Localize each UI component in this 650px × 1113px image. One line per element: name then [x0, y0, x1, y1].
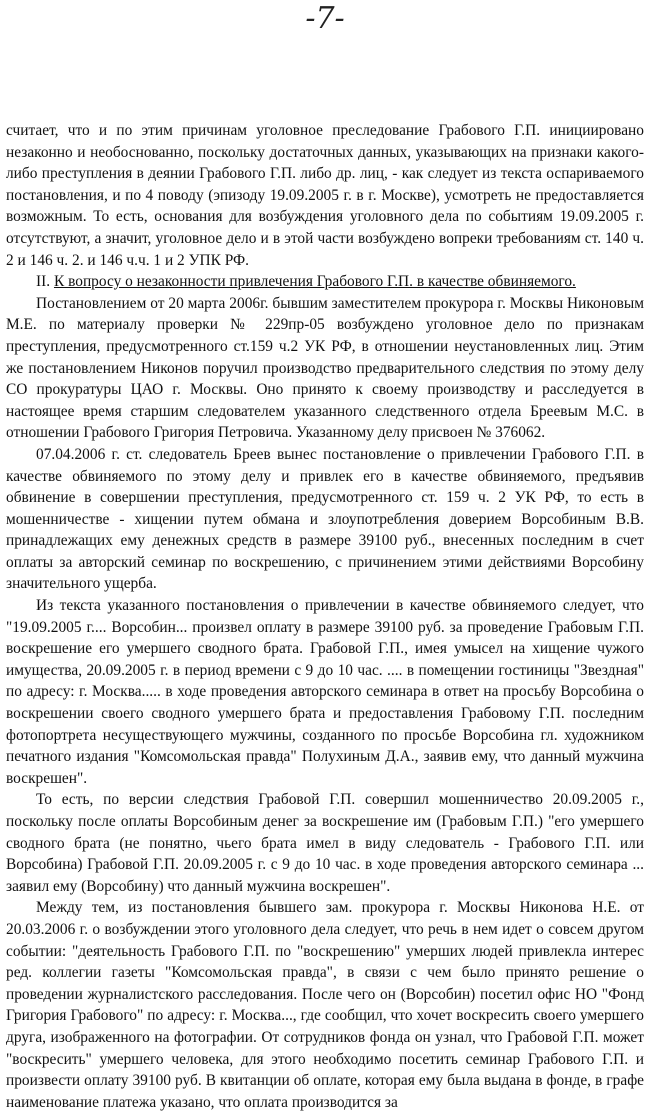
paragraph: То есть, по версии следствия Грабовой Г.П. совершил мошенничество 20.09.2005 г., поскольку после оплаты Ворсобиным денег за воскрешение им (Грабовым Г.П.) "его умершего сводного брата (не понятно, чьего брата имел в виду следователь - Грабового Г.П. или Ворсобина) Грабовой Г.П. 20.09.2005 г. с 9 до 10 час. в ходе проведения авторского семинара ... заявил ему (Ворсобину) что данный мужчина воскрешен". [6, 791, 644, 895]
section-number: II. [36, 273, 51, 291]
page-number: -7- [305, 1, 345, 36]
document-body [6, 120, 644, 1113]
section-heading [6, 271, 644, 293]
section-title: К вопросу о незаконности привлечения Грабового Г.П. в качестве обвиняемого. [53, 273, 576, 291]
paragraph: 07.04.2006 г. ст. следователь Бреев вынес постановление о привлечении Грабового Г.П. в качестве обвиняемого по этому делу и привлек его в качестве обвиняемого, предъявив обвинение в совершении преступления, предусмотренного ст. 159 ч. 2 УК РФ, то есть в мошенничестве - хищении путем обмана и злоупотребления доверием Ворсобиным В.В. принадлежащих ему денежных средств в размере 39100 руб., внесенных последним в счет оплаты за авторский семинар по воскрешению, с причинением этими действиями Ворсобину значительного ущерба. [6, 445, 644, 593]
paragraph: Постановлением от 20 марта 2006г. бывшим заместителем прокурора г. Москвы Никоновым М.Е. по материалу проверки № 229пр-05 возбуждено уголовное дело по признакам преступления, предусмотренного ст.159 ч.2 УК РФ, в отношении неустановленных лиц. Этим же постановлением Никонов поручил производство предварительного следствия по этому делу СО прокуратуры ЦАО г. Москвы. Оно принято к своему производству и расследуется в настоящее время старшим следователем указанного следственного отдела Бреевым М.С. в отношении Грабового Григория Петровича. Указанному делу присвоен № 376062. [6, 294, 644, 442]
paragraph-continuation: считает, что и по этим причинам уголовное преследование Грабового Г.П. инициировано незаконно и необоснованно, поскольку достаточных данных, указывающих на признаки какого-либо преступления в деянии Грабового Г.П. либо др. лиц, - как следует из текста оспариваемого постановления, и по 4 поводу (эпизоду 19.09.2005 г. в г. Москве), усмотреть не предоставляется возможным. То есть, основания для возбуждения уголовного дела по событиям 19.09.2005 г. отсутствуют, а значит, уголовное дело и в этой части возбуждено вопреки требованиям ст. 140 ч. 2 и 146 ч. 2. и 146 ч.ч. 1 и 2 УПК РФ. [6, 122, 644, 269]
paragraph: Между тем, из постановления бывшего зам. прокурора г. Москвы Никонова Н.Е. от 20.03.2006 г. о возбуждении этого уголовного дела следует, что речь в нем идет о совсем другом событии: "деятельность Грабового Г.П. по "воскрешению" умерших людей привлекла интерес ред. коллегии газеты "Комсомольская правда", в связи с чем было принято решение о проведении журналистского расследования. После чего он (Ворсобин) посетил офис НО "Фонд Григория Грабового" по адресу: г. Москва..., где сообщил, что хочет воскресить своего умершего друга, изображенного на фотографии. От сотрудников фонда он узнал, что Грабовой Г.П. может "воскресить" умершего человека, для этого необходимо посетить семинар Грабового Г.П. и произвести оплату 39100 руб. В квитанции об оплате, которая ему была выдана в фонде, в графе наименование платежа указано, что оплата производится за [6, 899, 644, 1111]
paragraph: Из текста указанного постановления о привлечении в качестве обвиняемого следует, что "19.09.2005 г.... Ворсобин... произвел оплату в размере 39100 руб. за проведение Грабовым Г.П. воскрешение его умершего сводного брата. Грабовой Г.П., имея умысел на хищение чужого имущества, 20.09.2005 г. в период времени с 9 до 10 час. .... в помещении гостиницы "Звездная" по адресу: г. Москва..... в ходе проведения авторского семинара в ответ на просьбу Ворсобина о воскрешении своего сводного умершего брата и предоставления Грабовому Г.П. последним фотопортрета несуществующего мужчины, созданного по просьбе Ворсобина гл. художником печатного издания "Комсомольская правда" Полухиным Д.А., заявив ему, что данный мужчина воскрешен". [6, 597, 644, 787]
